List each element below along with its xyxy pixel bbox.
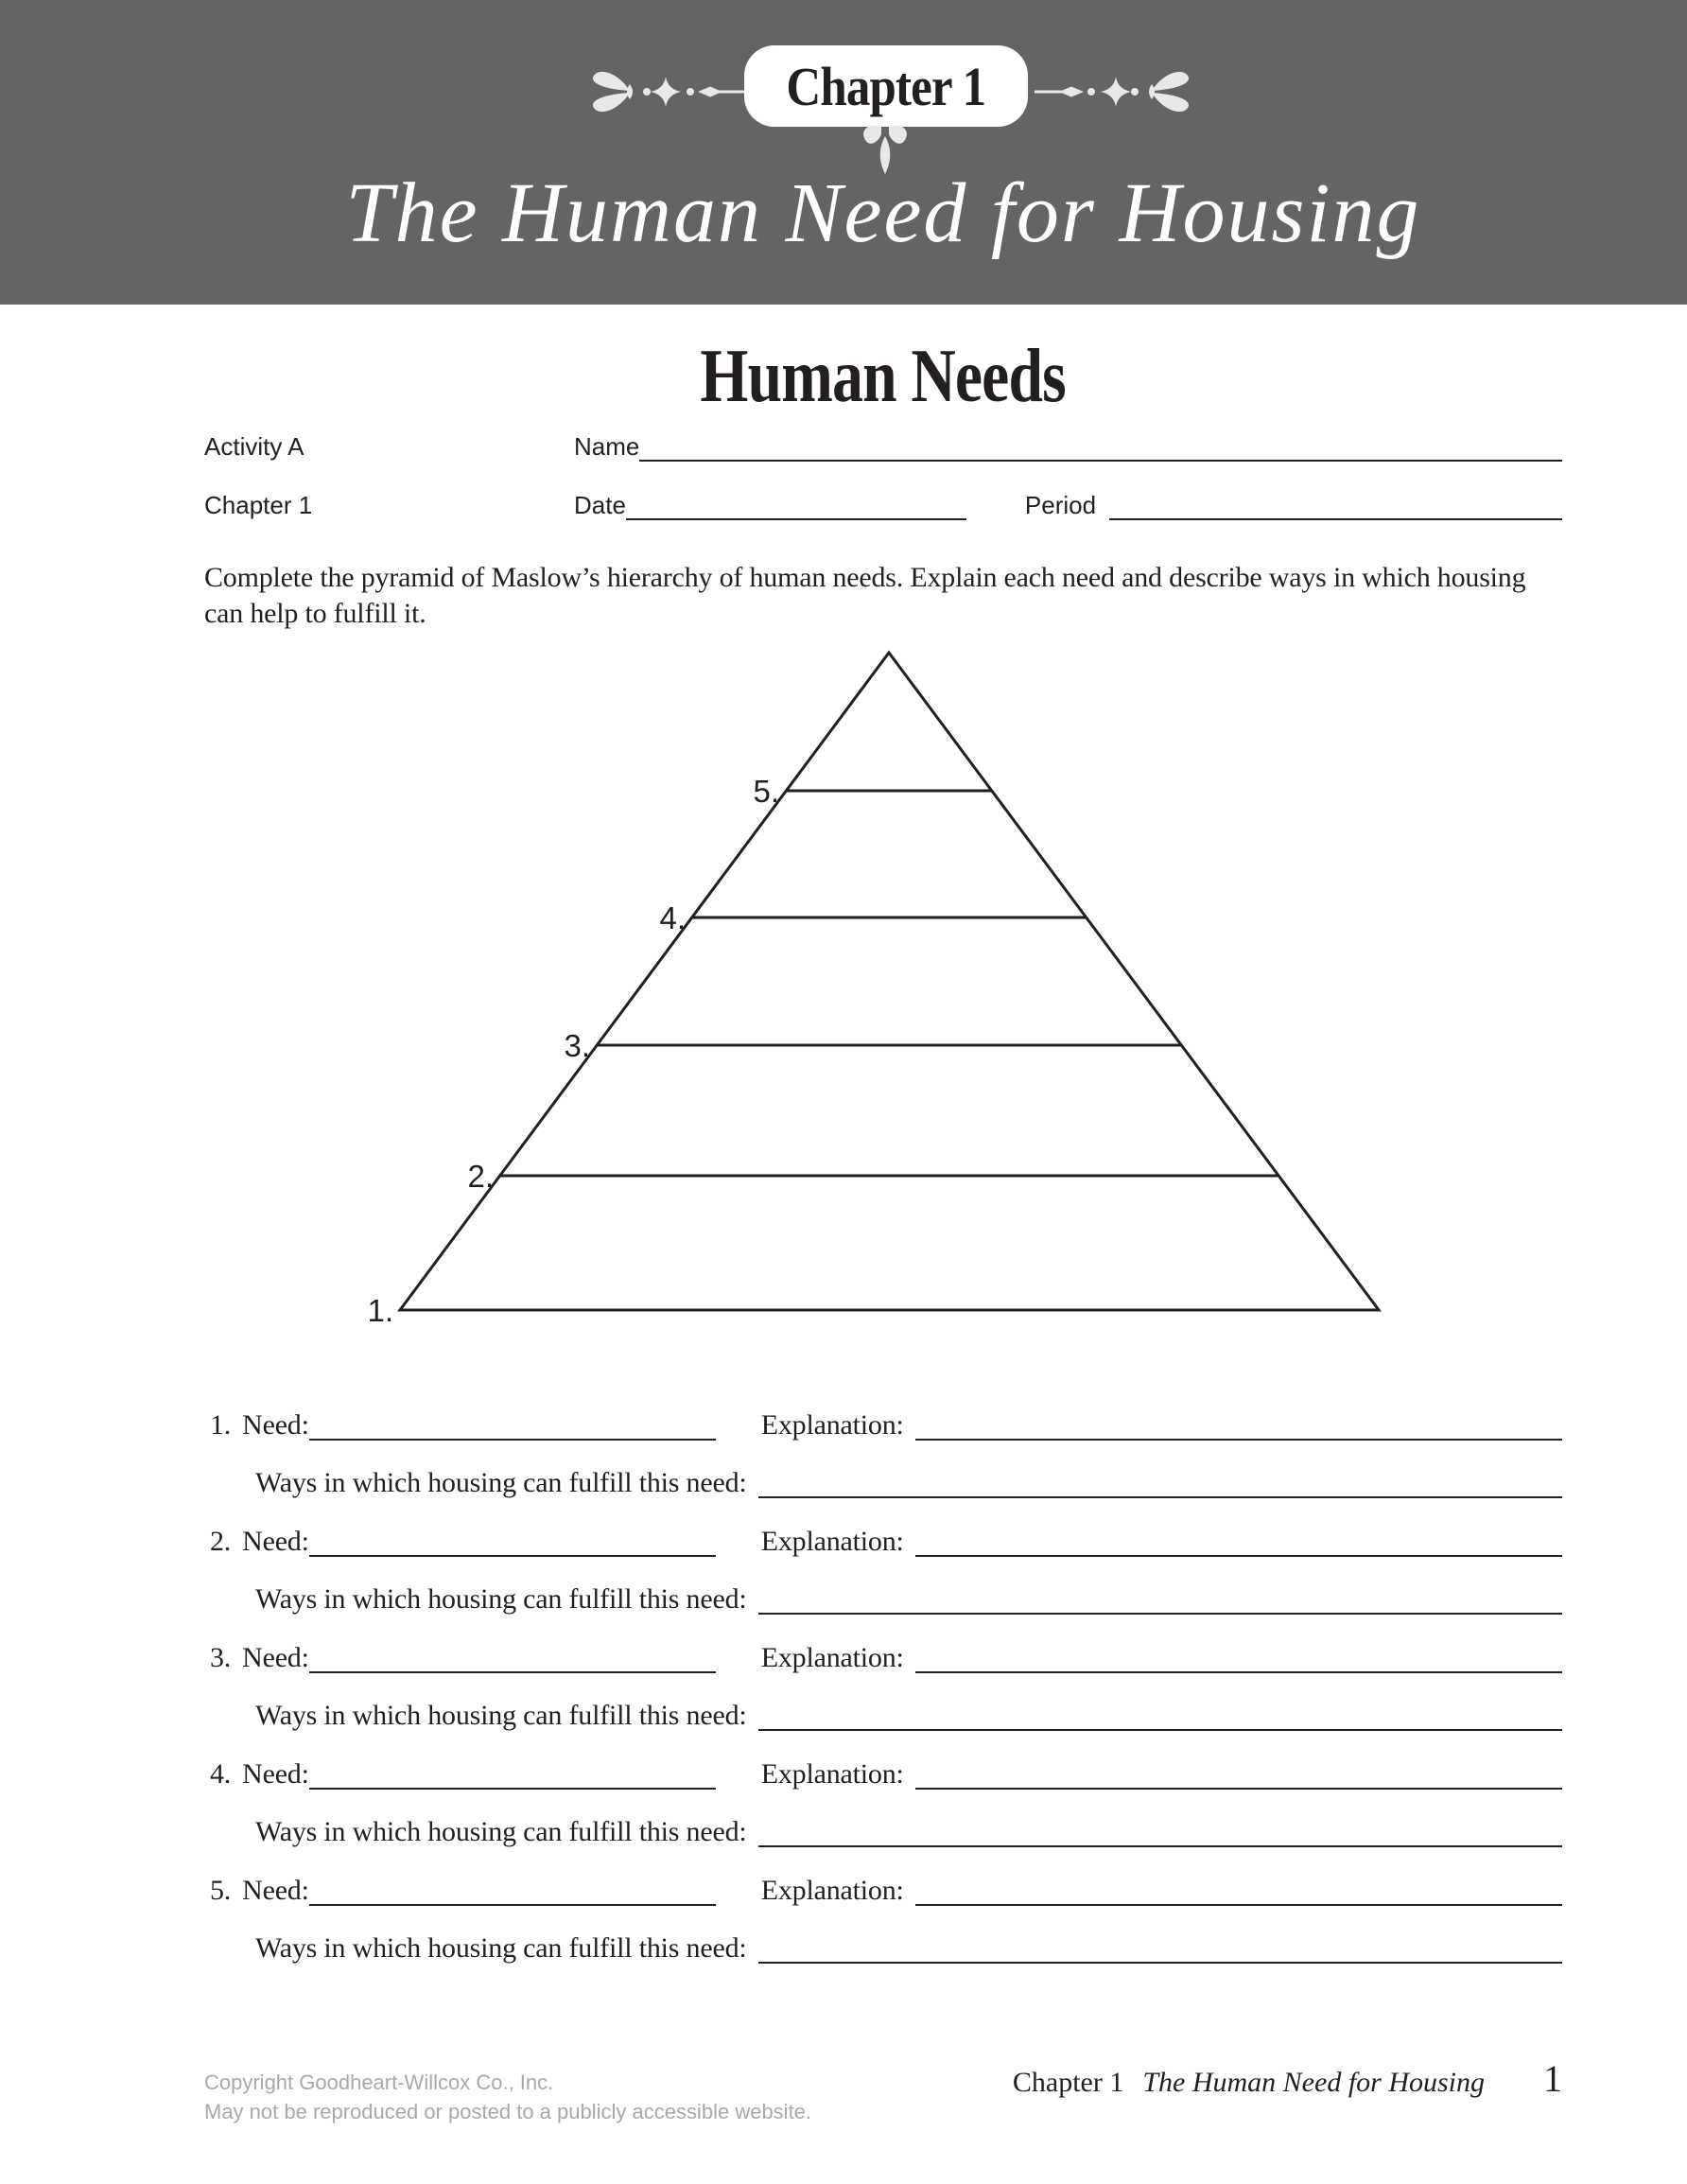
date-label: Date [574, 491, 626, 519]
explanation-label: Explanation: [760, 1875, 904, 1906]
ways-row-2 [255, 1583, 1562, 1616]
pyramid-outline [400, 653, 1379, 1310]
ways-row-4 [255, 1816, 1562, 1848]
date-blank-line [626, 518, 966, 520]
ways-blank-line [758, 1613, 1562, 1615]
explanation-blank-line [915, 1904, 1562, 1906]
explanation-label: Explanation: [760, 1526, 904, 1557]
copyright-notice [204, 2068, 811, 2126]
ways-label: Ways in which housing can fulfill this need: [255, 1816, 747, 1847]
ways-blank-line [758, 1845, 1562, 1847]
worksheet-heading: Human Needs [700, 335, 1067, 418]
name-label: Name [574, 432, 640, 461]
pyramid-level-label-3: 3. [564, 1028, 590, 1063]
explanation-blank-line [915, 1788, 1562, 1790]
flourish-right-ornament-icon [1035, 65, 1195, 118]
chapter-title: The Human Need for Housing [345, 166, 1421, 260]
need-label: Need: [242, 1409, 309, 1441]
need-row-2 [210, 1526, 1562, 1558]
copyright-line-1: Copyright Goodheart-Willcox Co., Inc. [204, 2070, 554, 2094]
pyramid-level-label-1: 1. [367, 1293, 393, 1328]
flourish-left-ornament-icon [586, 65, 747, 118]
pyramid-level-label-4: 4. [659, 900, 686, 935]
need-label: Need: [242, 1875, 309, 1906]
need-row-5 [210, 1875, 1562, 1907]
explanation-blank-line [915, 1671, 1562, 1673]
explanation-blank-line [915, 1439, 1562, 1441]
need-number: 3. [210, 1642, 232, 1673]
maslow-pyramid-diagram [0, 624, 1687, 1343]
need-blank-line [309, 1671, 716, 1673]
need-label: Need: [242, 1526, 309, 1557]
need-label: Need: [242, 1642, 309, 1673]
chapter-ref-label: Chapter 1 [204, 491, 313, 519]
running-footer [1013, 2056, 1562, 2101]
pyramid-level-label-5: 5. [753, 774, 779, 809]
copyright-line-2: May not be reproduced or posted to a publicly accessible website. [204, 2100, 812, 2123]
period-blank-line [1109, 518, 1562, 520]
chapter-badge-label: Chapter 1 [786, 55, 986, 117]
ways-row-3 [255, 1700, 1562, 1732]
name-field-row [574, 432, 1562, 462]
need-row-4 [210, 1758, 1562, 1791]
instructions-text: Complete the pyramid of Maslow’s hierarchy of human needs. Explain each need and describe ways in which housing can help to fulfill it. [204, 562, 1526, 629]
need-number: 4. [210, 1758, 232, 1790]
chapter-header-band [0, 0, 1687, 305]
explanation-label: Explanation: [760, 1409, 904, 1441]
need-blank-line [309, 1904, 716, 1906]
need-number: 1. [210, 1409, 232, 1441]
date-period-row [574, 491, 1562, 520]
explanation-label: Explanation: [760, 1642, 904, 1673]
footer-chapter-label: Chapter 1 [1012, 2067, 1124, 2098]
need-label: Need: [242, 1758, 309, 1790]
need-number: 2. [210, 1526, 232, 1557]
ways-blank-line [758, 1962, 1562, 1964]
footer-book-title: The Human Need for Housing [1142, 2067, 1485, 2098]
explanation-label: Explanation: [760, 1758, 904, 1790]
ways-blank-line [758, 1496, 1562, 1498]
need-row-1 [210, 1409, 1562, 1441]
name-blank-line [639, 460, 1562, 462]
ways-label: Ways in which housing can fulfill this need: [255, 1583, 747, 1615]
ways-row-5 [255, 1932, 1562, 1965]
explanation-blank-line [915, 1555, 1562, 1557]
pyramid-level-label-2: 2. [467, 1159, 494, 1194]
page-number: 1 [1543, 2057, 1562, 2100]
activity-label: Activity A [204, 432, 304, 461]
ways-label: Ways in which housing can fulfill this need: [255, 1932, 747, 1964]
need-blank-line [309, 1555, 716, 1557]
ways-blank-line [758, 1729, 1562, 1731]
ways-label: Ways in which housing can fulfill this need: [255, 1467, 747, 1498]
ways-row-1 [255, 1467, 1562, 1499]
period-label: Period [1024, 491, 1097, 519]
need-blank-line [309, 1788, 716, 1790]
need-row-3 [210, 1642, 1562, 1674]
need-number: 5. [210, 1875, 232, 1906]
need-blank-line [309, 1439, 716, 1441]
chapter-badge [744, 45, 1028, 127]
ways-label: Ways in which housing can fulfill this need: [255, 1700, 747, 1731]
